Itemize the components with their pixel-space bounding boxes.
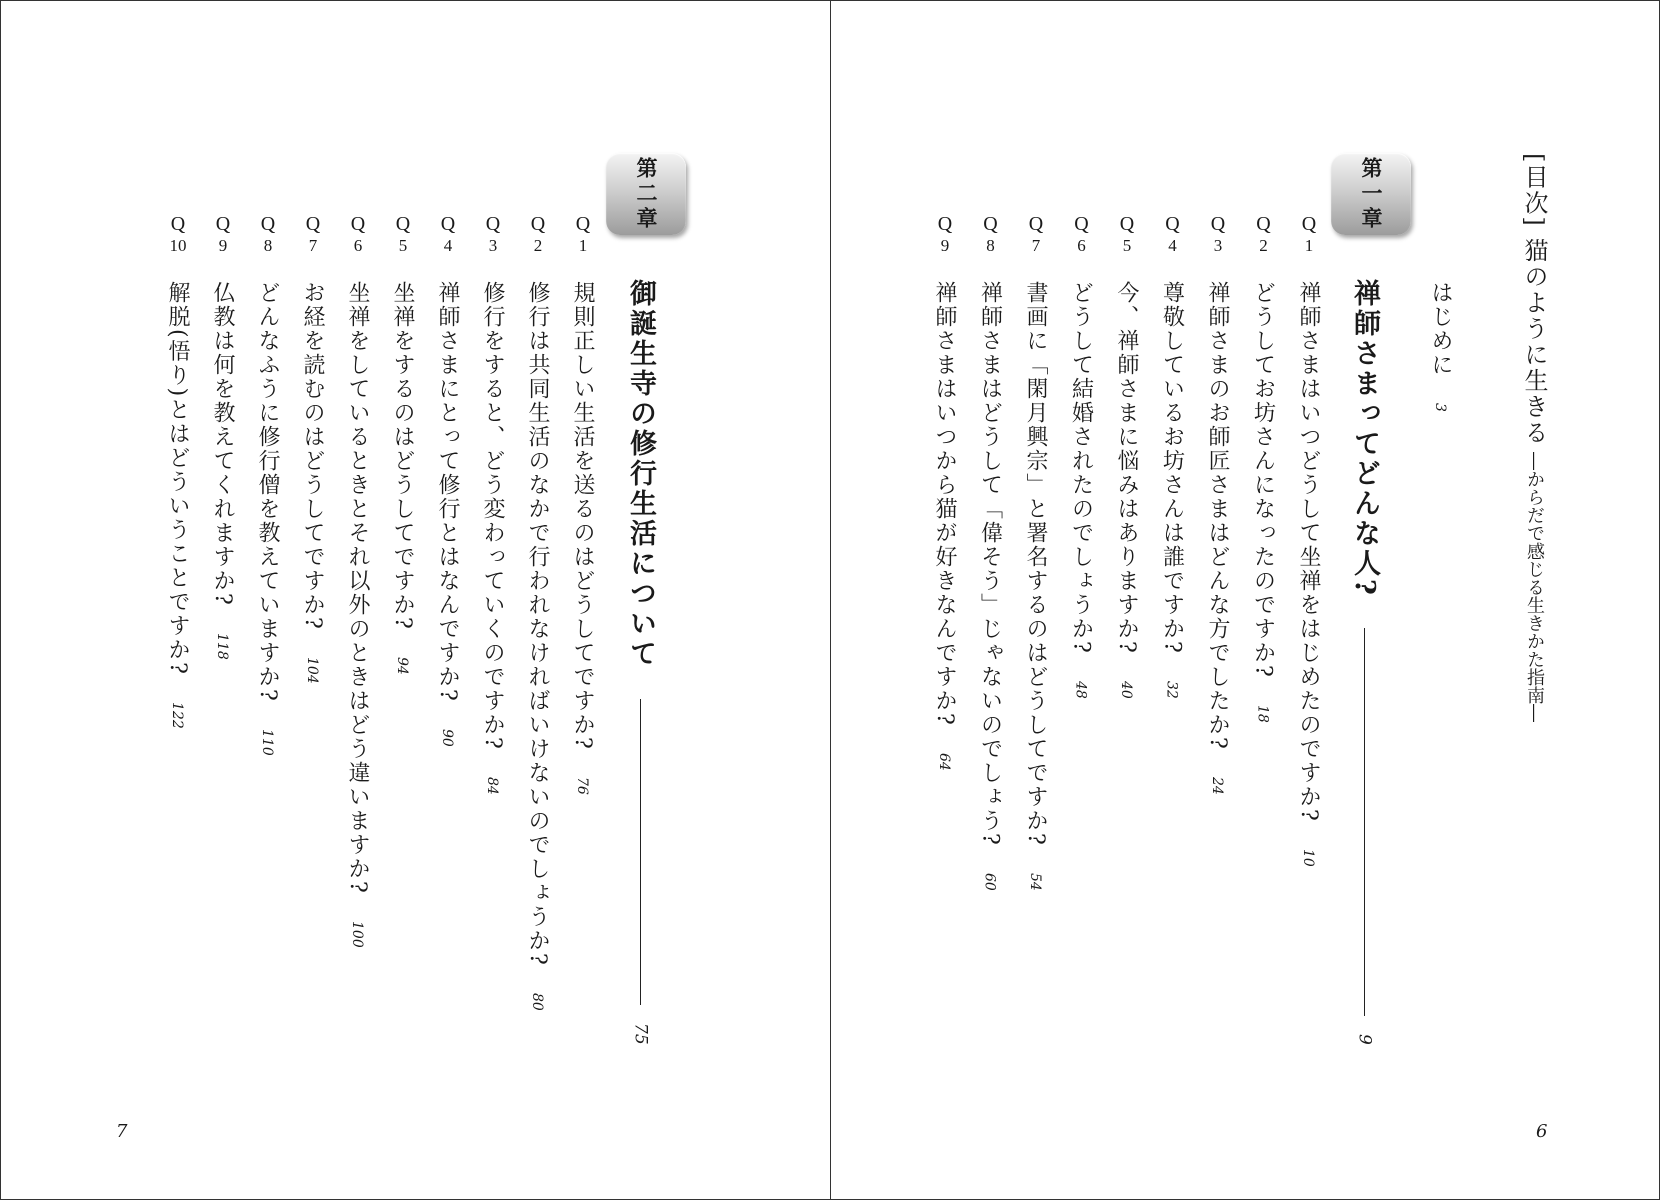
question-text: 仏教は何を教えてくれますか? xyxy=(210,281,235,607)
question-page: 110 xyxy=(259,728,275,756)
toc-entry xyxy=(301,281,323,684)
question-text: 禅師さまにとって修行とはなんですか? xyxy=(435,281,460,703)
toc-entry xyxy=(1024,281,1046,891)
question-index: 2 xyxy=(533,236,543,255)
question-page: 84 xyxy=(484,776,500,795)
chapter1-heading xyxy=(1351,279,1378,1045)
toc-entry xyxy=(1252,281,1274,723)
question-number xyxy=(388,213,418,257)
question-q-letter: Q xyxy=(1301,213,1317,235)
question-page: 64 xyxy=(936,752,952,771)
question-index: 3 xyxy=(488,236,498,255)
question-text: 修行は共同生活のなかで行われなければいけないのでしょうか? xyxy=(525,281,550,967)
question-page: 80 xyxy=(529,992,545,1011)
question-index: 5 xyxy=(398,236,408,255)
chapter2-badge-text: 第二章 xyxy=(634,156,659,232)
chapter1-page: 9 xyxy=(1354,1034,1375,1045)
question-index: 1 xyxy=(1304,236,1314,255)
toc-entry xyxy=(1115,281,1137,699)
question-page: 60 xyxy=(981,872,998,891)
question-number xyxy=(1249,213,1279,257)
toc-entry xyxy=(211,281,233,660)
question-page: 48 xyxy=(1072,680,1089,699)
question-text: 坐禅をするのはどうしてですか? xyxy=(390,281,415,631)
question-q-letter: Q xyxy=(1210,213,1226,235)
question-q-letter: Q xyxy=(1074,213,1089,235)
toc-entry xyxy=(1070,281,1092,699)
question-number xyxy=(976,213,1006,257)
question-index: 2 xyxy=(1259,236,1268,255)
question-page: 32 xyxy=(1163,680,1180,699)
chapter2-page: 75 xyxy=(630,1023,651,1045)
toc-entry xyxy=(979,281,1001,891)
question-number xyxy=(1158,213,1188,257)
question-text: 坐禅をしているときとそれ以外のときはどう違いますか? xyxy=(345,281,370,895)
question-text: 禅師さまはどうして「偉そう」じゃないのでしょう? xyxy=(977,281,1003,847)
question-q-letter: Q xyxy=(485,213,501,235)
toc-entry xyxy=(1206,281,1228,795)
question-index: 6 xyxy=(353,236,363,255)
toc-entry xyxy=(346,281,368,948)
question-page: 90 xyxy=(439,728,455,747)
chapter1-badge-text: 第一章 xyxy=(1359,156,1384,232)
question-index: 5 xyxy=(1122,236,1132,255)
question-text: どうしてお坊さんになったのですか? xyxy=(1250,281,1276,679)
question-number xyxy=(478,213,508,257)
question-index: 1 xyxy=(578,236,588,255)
book-title: 猫のように生きる xyxy=(1520,237,1548,446)
question-index: 4 xyxy=(443,236,453,255)
question-index: 4 xyxy=(1168,236,1177,255)
question-page: 24 xyxy=(1209,776,1225,795)
question-page: 54 xyxy=(1027,872,1043,891)
question-page: 118 xyxy=(214,632,230,660)
question-number xyxy=(930,213,960,257)
question-text: 禅師さまのお師匠さまはどんな方でしたか? xyxy=(1205,281,1230,751)
intro-title: はじめに xyxy=(1428,281,1453,377)
page-gutter xyxy=(830,1,831,1199)
question-page: 94 xyxy=(394,656,410,675)
toc-entry xyxy=(166,281,188,729)
chapter1-leader-rule xyxy=(1364,628,1365,1016)
question-q-letter: Q xyxy=(1165,213,1180,235)
chapter2-badge xyxy=(606,153,686,235)
toc-entry xyxy=(256,281,278,756)
intro-entry xyxy=(1429,281,1451,412)
question-page: 104 xyxy=(304,656,320,684)
toc-entry xyxy=(391,281,413,675)
question-page: 122 xyxy=(169,701,185,729)
question-index: 7 xyxy=(1031,236,1041,255)
toc-entry xyxy=(933,281,955,771)
question-number xyxy=(1021,213,1051,257)
intro-page: 3 xyxy=(1432,403,1448,412)
question-number xyxy=(433,213,463,257)
question-text: 尊敬しているお坊さんは誰ですか? xyxy=(1159,281,1185,655)
toc-entry xyxy=(571,281,593,795)
question-q-letter: Q xyxy=(937,213,953,235)
toc-entry xyxy=(436,281,458,747)
question-text: 書画に「閑月興宗」と署名するのはどうしてですか? xyxy=(1023,281,1048,847)
question-index: 8 xyxy=(263,236,273,255)
chapter2-heading xyxy=(627,279,654,1045)
question-q-letter: Q xyxy=(1028,213,1044,235)
question-number xyxy=(1112,213,1142,257)
question-q-letter: Q xyxy=(1119,213,1135,235)
question-q-letter: Q xyxy=(350,213,366,235)
question-page: 18 xyxy=(1254,704,1271,723)
toc-entry xyxy=(1161,281,1183,699)
page-number-left: 7 xyxy=(116,1121,128,1142)
toc-heading xyxy=(1521,153,1547,722)
question-text: 修行をすると、どう変わっていくのですか? xyxy=(480,281,505,751)
question-text: 今、禅師さまに悩みはありますか? xyxy=(1114,281,1139,655)
question-index: 9 xyxy=(218,236,228,255)
chapter1-badge xyxy=(1331,153,1411,235)
question-q-letter: Q xyxy=(1256,213,1271,235)
question-index: 9 xyxy=(940,236,950,255)
question-number xyxy=(163,213,193,257)
question-q-letter: Q xyxy=(575,213,591,235)
question-q-letter: Q xyxy=(530,213,546,235)
question-q-letter: Q xyxy=(170,213,186,235)
toc-entry xyxy=(526,281,548,1011)
book-subtitle: ―からだで感じる生きかた指南― xyxy=(1524,451,1545,722)
question-number xyxy=(1203,213,1233,257)
chapter2-title: 御誕生寺の修行生活について xyxy=(625,279,656,669)
question-page: 100 xyxy=(349,920,365,948)
toc-entry xyxy=(1297,281,1319,867)
page-number-right: 6 xyxy=(1536,1121,1548,1142)
question-number xyxy=(343,213,373,257)
question-text: お経を読むのはどうしてですか? xyxy=(300,281,325,631)
question-number xyxy=(208,213,238,257)
question-text: 禅師さまはいつどうして坐禅をはじめたのですか? xyxy=(1296,281,1321,823)
question-q-letter: Q xyxy=(395,213,411,235)
question-q-letter: Q xyxy=(305,213,321,235)
question-text: 解脱(悟り)とはどういうことですか? xyxy=(165,281,190,676)
toc-entry xyxy=(481,281,503,795)
question-text: どうして結婚されたのでしょうか? xyxy=(1068,281,1094,655)
question-number xyxy=(568,213,598,257)
question-text: 規則正しい生活を送るのはどうしてですか? xyxy=(570,281,595,751)
question-number xyxy=(1067,213,1097,257)
question-page: 76 xyxy=(574,776,590,795)
question-q-letter: Q xyxy=(440,213,456,235)
question-number xyxy=(298,213,328,257)
question-q-letter: Q xyxy=(260,213,276,235)
question-q-letter: Q xyxy=(983,213,998,235)
question-index: 3 xyxy=(1213,236,1223,255)
chapter1-title: 禅師さまってどんな人? xyxy=(1349,279,1380,598)
question-number xyxy=(253,213,283,257)
question-number xyxy=(1294,213,1324,257)
question-q-letter: Q xyxy=(215,213,231,235)
question-page: 40 xyxy=(1118,680,1134,699)
question-number xyxy=(523,213,553,257)
question-index: 7 xyxy=(308,236,318,255)
toc-label: [目次] xyxy=(1520,153,1548,228)
question-text: 禅師さまはいつから猫が好きなんですか? xyxy=(932,281,957,727)
question-index: 8 xyxy=(986,236,995,255)
question-text: どんなふうに修行僧を教えていますか? xyxy=(255,281,280,703)
chapter2-leader-rule xyxy=(640,699,641,1005)
question-index: 10 xyxy=(169,236,187,255)
question-page: 10 xyxy=(1300,848,1316,867)
question-index: 6 xyxy=(1077,236,1086,255)
